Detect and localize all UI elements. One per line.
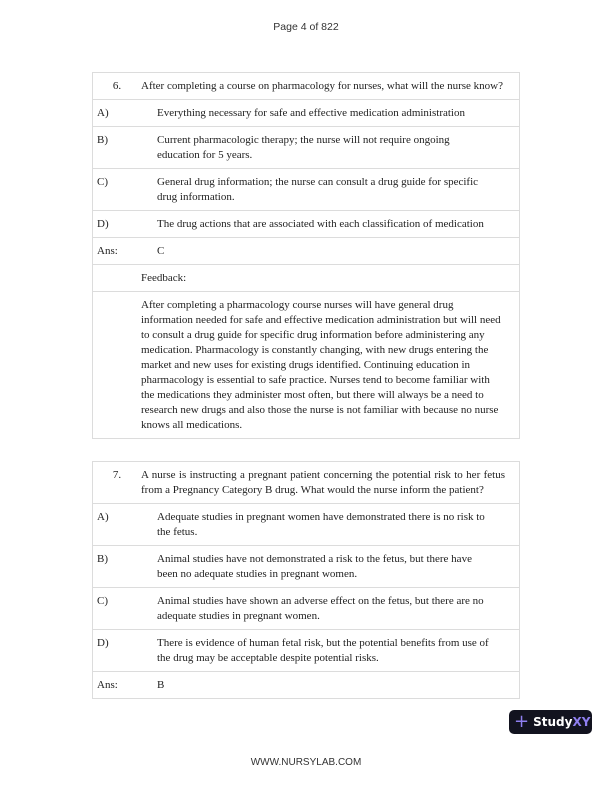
answer-row [93,672,519,698]
option-text: The drug actions that are associated with each classification of medication [157,218,484,230]
option-label: B) [97,134,108,146]
answer-row [93,238,519,265]
footer-url: WWW.NURSYLAB.COM [250,757,362,768]
feedback-text: After completing a pharmacology course nurses will have general drug information needed for safe and effective medication administration but will need to consult a drug guide for specific drug information before administering any medication. Pharmacology is constantly changing, with new drugs entering the market and new uses for existing drugs identified. Continuing education in pharmacology is essential to safe practice. Nurses tend to become familiar with the medications they administer most often, but there will always be a need to research new drugs and also those the nurse is not familiar with because no nurse knows all medications. [141,299,501,431]
question-text: A nurse is instructing a pregnant patient concerning the potential risk to her fetus from a Pregnancy Category B drug. What would the nurse inform the patient? [141,469,505,496]
studyxy-badge[interactable] [509,710,592,734]
option-label: D) [97,218,109,230]
page-number: Page 4 of 822 [273,21,339,33]
option-label: A) [97,511,109,523]
option-row-b [93,546,519,588]
brand-accent: XY [572,715,591,729]
option-text: Everything necessary for safe and effective medication administration [157,107,465,119]
question-number: 7. [112,469,122,481]
option-label: B) [97,553,108,565]
option-row-b [93,127,519,169]
brand-main: Study [533,715,573,729]
feedback-label-row [93,265,519,292]
option-label: D) [97,637,109,649]
feedback-label: Feedback: [141,272,187,284]
answer-value: C [157,245,165,257]
question-number: 6. [112,80,122,92]
option-row-d [93,630,519,672]
option-text: General drug information; the nurse can consult a drug guide for specific drug information. [157,176,479,203]
question-text: After completing a course on pharmacology for nurses, what will the nurse know? [141,80,503,92]
feedback-text-row [93,292,519,438]
option-label: C) [97,595,108,607]
option-row-a [93,100,519,127]
option-text: Animal studies have not demonstrated a risk to the fetus, but there have been no adequate studies in pregnant women. [157,553,472,580]
question-row [93,73,519,100]
option-text: Adequate studies in pregnant women have demonstrated there is no risk to the fetus. [157,511,485,538]
option-row-c [93,169,519,211]
question-row [93,462,519,504]
option-row-a [93,504,519,546]
option-text: Animal studies have shown an adverse effect on the fetus, but there are no adequate studies in pregnant women. [157,595,484,622]
plus-icon: + [514,711,530,732]
option-row-d [93,211,519,238]
option-label: C) [97,176,108,188]
option-text: Current pharmacologic therapy; the nurse will not require ongoing education for 5 years. [157,134,450,161]
answer-label: Ans: [97,245,118,257]
answer-value: B [157,679,165,691]
option-text: There is evidence of human fetal risk, but the potential benefits from use of the drug may be acceptable despite potential risks. [157,637,489,664]
option-label: A) [97,107,109,119]
answer-label: Ans: [97,679,118,691]
question-7-table [92,461,520,699]
option-row-c [93,588,519,630]
question-6-table [92,72,520,439]
